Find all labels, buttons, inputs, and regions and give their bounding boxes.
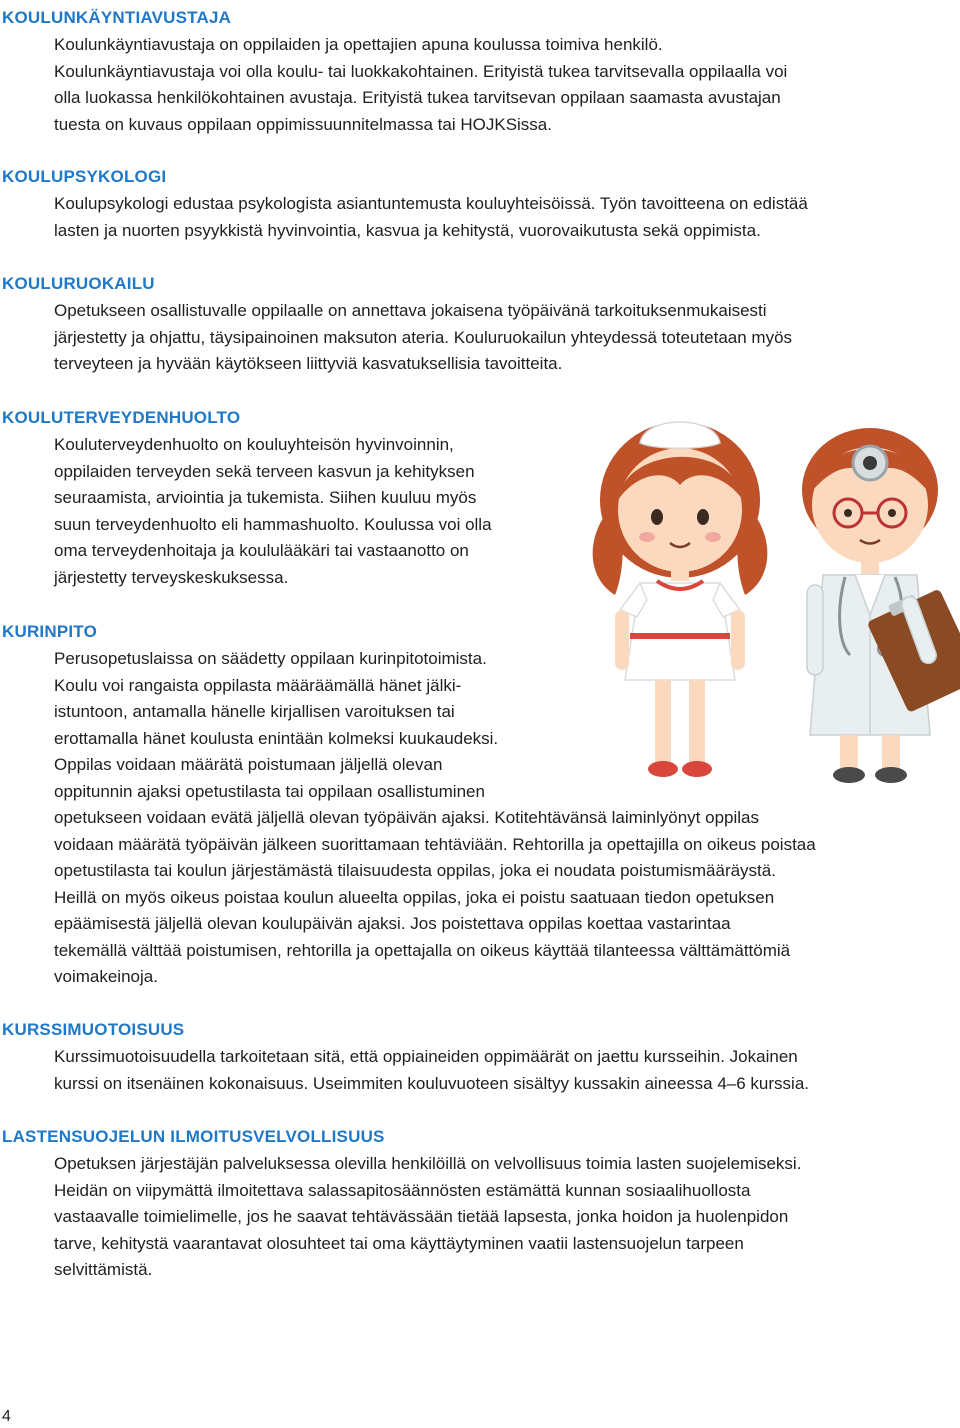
section-paragraph xyxy=(0,191,808,244)
text-line: Koulunkäyntiavustaja voi olla koulu- tai luokkakohtainen. Erityistä tukea tarvitsevalla oppilaalla voi xyxy=(54,61,788,81)
text-line: oppilaiden terveyden sekä terveen kasvun ja kehityksen xyxy=(54,461,475,481)
section-heading: KOULUTERVEYDENHUOLTO xyxy=(2,408,241,427)
section-lastensuojelun-ilmoitusvelvollisuus xyxy=(0,1127,801,1284)
text-line: Heidän on viipymättä ilmoitettava salassapitosäännösten estämättä kunnan sosiaalihuollosta xyxy=(54,1180,751,1200)
section-paragraph xyxy=(0,298,792,378)
text-line: tarve, kehitystä vaarantavat olosuhteet tai oma käyttäytyminen vaatii lastensuojelun tarpeen xyxy=(54,1233,744,1253)
page-number: 4 xyxy=(2,1408,11,1425)
text-line: Kouluterveydenhuolto on kouluyhteisön hyvinvoinnin, xyxy=(54,435,454,454)
text-line: vastaavalle toimielimelle, jos he saavat tehtävässään tietää lapsesta, jonka hoidon ja huolenpidon xyxy=(54,1207,789,1226)
section-paragraph xyxy=(0,1044,809,1097)
text-line: Koulunkäyntiavustaja on oppilaiden ja opettajien apuna koulussa toimiva henkilö. xyxy=(54,35,663,54)
section-kouluruokailu xyxy=(0,274,792,378)
section-kouluterveydenhuolto xyxy=(0,408,492,591)
text-line: voidaan määrätä työpäivän jälkeen suorittamaan tehtäviään. Rehtorilla ja opettajilla on oikeus poistaa xyxy=(54,834,816,854)
text-line: erottamalla hänet koulusta enintään kolmeksi kuukaudeksi. xyxy=(54,728,499,748)
text-line: opetustilasta tai koulun järjestämästä tilaisuudesta oppilas, joka ei noudata poistumismääräystä. xyxy=(54,861,776,880)
text-line: Koulupsykologi edustaa psykologista asiantuntemusta kouluyhteisöissä. Työn tavoitteena on edistää xyxy=(54,194,808,213)
text-line: istuntoon, antamalla hänelle kirjallisen varoituksen tai xyxy=(54,702,455,721)
text-line: järjestetty terveyskeskuksessa. xyxy=(54,567,289,587)
text-line: tuesta on kuvaus oppilaan oppimissuunnitelmassa tai HOJKSissa. xyxy=(54,114,552,134)
doctor-figure xyxy=(802,428,960,783)
section-heading: LASTENSUOJELUN ILMOITUSVELVOLLISUUS xyxy=(2,1127,385,1146)
text-line: tekemällä välttää poistumisen, rehtorilla ja opettajalla on oikeus käyttää tilanteessa välttämättömiä xyxy=(54,940,791,960)
text-line: opetukseen voidaan evätä jäljellä olevan työpäivän ajaksi. Kotitehtävänsä laiminlyönyt oppilas xyxy=(54,808,760,827)
section-heading: KURSSIMUOTOISUUS xyxy=(2,1020,185,1039)
text-line: Perusopetuslaissa on säädetty oppilaan kurinpitotoimista. xyxy=(54,649,487,668)
text-line: järjestetty ja ohjattu, täysipainoinen maksuton ateria. Kouluruokailun yhteydessä toteutetaan myös xyxy=(54,327,793,347)
section-paragraph xyxy=(0,1151,801,1284)
section-paragraph xyxy=(0,432,492,591)
text-line: epäämisestä jäljellä olevan koulupäivän ajaksi. Jos poistettava oppilas koettaa vastarintaa xyxy=(54,914,731,933)
section-heading: KURINPITO xyxy=(2,622,97,641)
text-line: terveyteen ja hyvään käytökseen liittyviä kasvatuksellisia tavoitteita. xyxy=(54,354,563,373)
section-koulupsykologi xyxy=(0,167,808,244)
text-line: seuraamista, arviointia ja tukemista. Siihen kuuluu myös xyxy=(54,488,477,507)
text-line: suun terveydenhuolto eli hammashuolto. Koulussa voi olla xyxy=(54,514,492,534)
text-line: selvittämistä. xyxy=(54,1260,153,1279)
section-heading: KOULUNKÄYNTIAVUSTAJA xyxy=(2,8,232,27)
section-heading: KOULURUOKAILU xyxy=(2,274,155,293)
text-line: Koulu voi rangaista oppilasta määräämällä hänet jälki- xyxy=(54,675,462,695)
text-line: Kurssimuotoisuudella tarkoitetaan sitä, että oppiaineiden oppimäärät on jaettu kursseihin. Jokainen xyxy=(54,1047,798,1066)
nurse-doctor-illustration xyxy=(585,405,960,790)
text-line: oppitunnin ajaksi opetustilasta tai oppilaan osallistuminen xyxy=(54,781,485,801)
text-line: olla luokassa henkilökohtainen avustaja. Erityistä tukea tarvitsevan oppilaan saamasta avustajan xyxy=(54,88,781,107)
text-line: lasten ja nuorten psyykkistä hyvinvointia, kasvua ja kehitystä, vuorovaikutusta sekä oppimista. xyxy=(54,220,761,240)
text-line: Oppilas voidaan määrätä poistumaan jäljellä olevan xyxy=(54,755,443,774)
text-line: oma terveydenhoitaja ja koululääkäri tai vastaanotto on xyxy=(54,541,469,560)
section-kurssimuotoisuus xyxy=(0,1020,809,1097)
text-line: kurssi on itsenäinen kokonaisuus. Useimmiten kouluvuoteen sisältyy kussakin aineessa 4–6 kurssia. xyxy=(54,1073,809,1093)
section-paragraph xyxy=(0,32,787,138)
text-line: Opetukseen osallistuvalle oppilaalle on annettava jokaisena työpäivänä tarkoituksenmukaisesti xyxy=(54,301,767,320)
section-koulunkayntiavustaja xyxy=(0,8,787,138)
text-line: Heillä on myös oikeus poistaa koulun alueelta oppilas, joka ei poistu saatuaan tiedon opetuksen xyxy=(54,887,775,907)
section-heading: KOULUPSYKOLOGI xyxy=(2,167,167,186)
text-line: Opetuksen järjestäjän palveluksessa olevilla henkilöillä on velvollisuus toimia lasten suojelemiseksi. xyxy=(54,1154,802,1173)
nurse-figure xyxy=(593,422,768,777)
text-line: voimakeinoja. xyxy=(54,967,158,986)
